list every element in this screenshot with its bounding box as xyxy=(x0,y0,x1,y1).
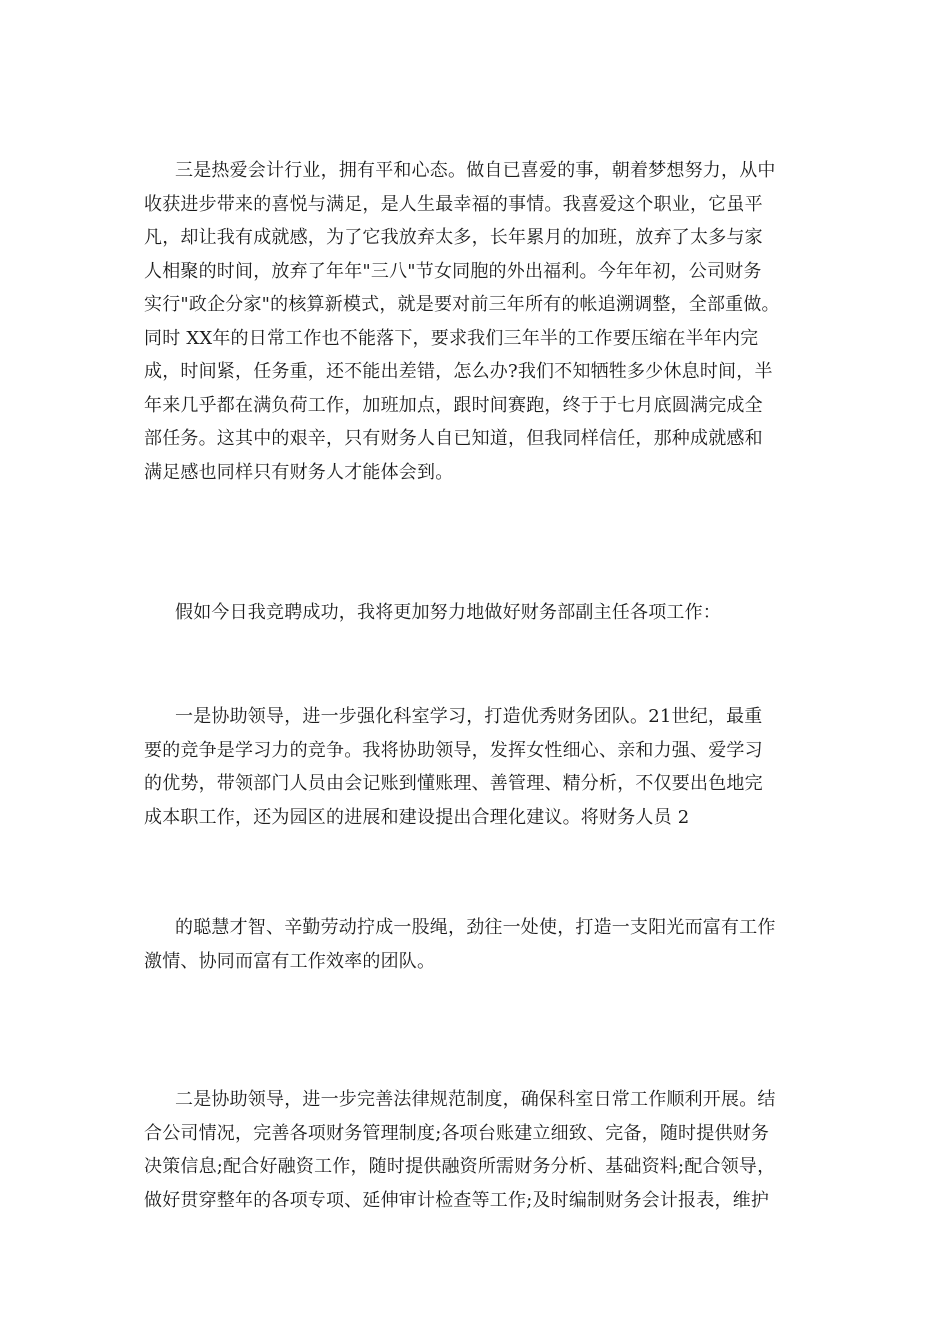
text-line: 部任务。这其中的艰辛，只有财务人自已知道，但我同样信任，那种成就感和 xyxy=(144,428,763,449)
text-line: 要的竞争是学习力的竞争。我将协助领导，发挥女性细心、亲和力强、爱学习 xyxy=(144,739,763,761)
text-line: 合公司情况，完善各项财务管理制度;各项台账建立细致、完备，随时提供财务 xyxy=(144,1122,770,1144)
text-line: 假如今日我竞聘成功，我将更加努力地做好财务部副主任各项工作： xyxy=(175,602,721,623)
text-line: 成，时间紧，任务重，还不能出差错，怎么办?我们不知牺牲多少休息时间，半 xyxy=(144,361,773,382)
text-line: 人相聚的时间，放弃了年年"三八"节女同胞的外出福利。今年年初，公司财务 xyxy=(144,260,762,282)
text-line: 实行"政企分家"的核算新模式，就是要对前三年所有的帐追溯调整，全部重做。 xyxy=(144,294,780,315)
text-line: 的优势，带领部门人员由会记账到懂账理、善管理、精分析，不仅要出色地完 xyxy=(144,773,763,794)
paragraph-if-successful xyxy=(144,596,806,630)
text-line: 三是热爱会计行业，拥有平和心态。做自已喜爱的事，朝着梦想努力，从中 xyxy=(175,160,776,181)
text-line: 满足感也同样只有财务人才能体会到。 xyxy=(144,461,454,483)
text-line: 二是协助领导，进一步完善法律规范制度，确保科室日常工作顺利开展。结 xyxy=(175,1089,776,1110)
text-line: 做好贯穿整年的各项专项、延伸审计检查等工作;及时编制财务会计报表，维护 xyxy=(144,1189,770,1211)
paragraph-improve-regulations xyxy=(144,1083,806,1217)
text-line: 一是协助领导，进一步强化科室学习，打造优秀财务团队。21世纪，最重 xyxy=(175,706,763,727)
paragraph-strengthen-learning xyxy=(144,700,806,834)
text-line: 凡，却让我有成就感，为了它我放弃太多，长年累月的加班，放弃了太多与家 xyxy=(144,227,763,248)
text-line: 同时 XX年的日常工作也不能落下，要求我们三年半的工作要压缩在半年内完 xyxy=(144,327,759,349)
text-line: 收获进步带来的喜悦与满足，是人生最幸福的事情。我喜爱这个职业，它虽平 xyxy=(144,193,763,215)
text-line: 成本职工作，还为园区的进展和建设提出合理化建议。将财务人员 2 xyxy=(144,806,690,828)
text-line: 决策信息;配合好融资工作，随时提供融资所需财务分析、基础资料;配合领导， xyxy=(144,1156,776,1177)
paragraph-passion-for-accounting xyxy=(144,154,806,489)
paragraph-team-building xyxy=(144,911,806,978)
text-line: 年来几乎都在满负荷工作，加班加点，跟时间赛跑，终于于七月底圆满完成全 xyxy=(144,394,763,416)
text-line: 的聪慧才智、辛勤劳动拧成一股绳，劲往一处使，打造一支阳光而富有工作 xyxy=(175,917,776,938)
text-line: 激情、协同而富有工作效率的团队。 xyxy=(144,950,436,972)
